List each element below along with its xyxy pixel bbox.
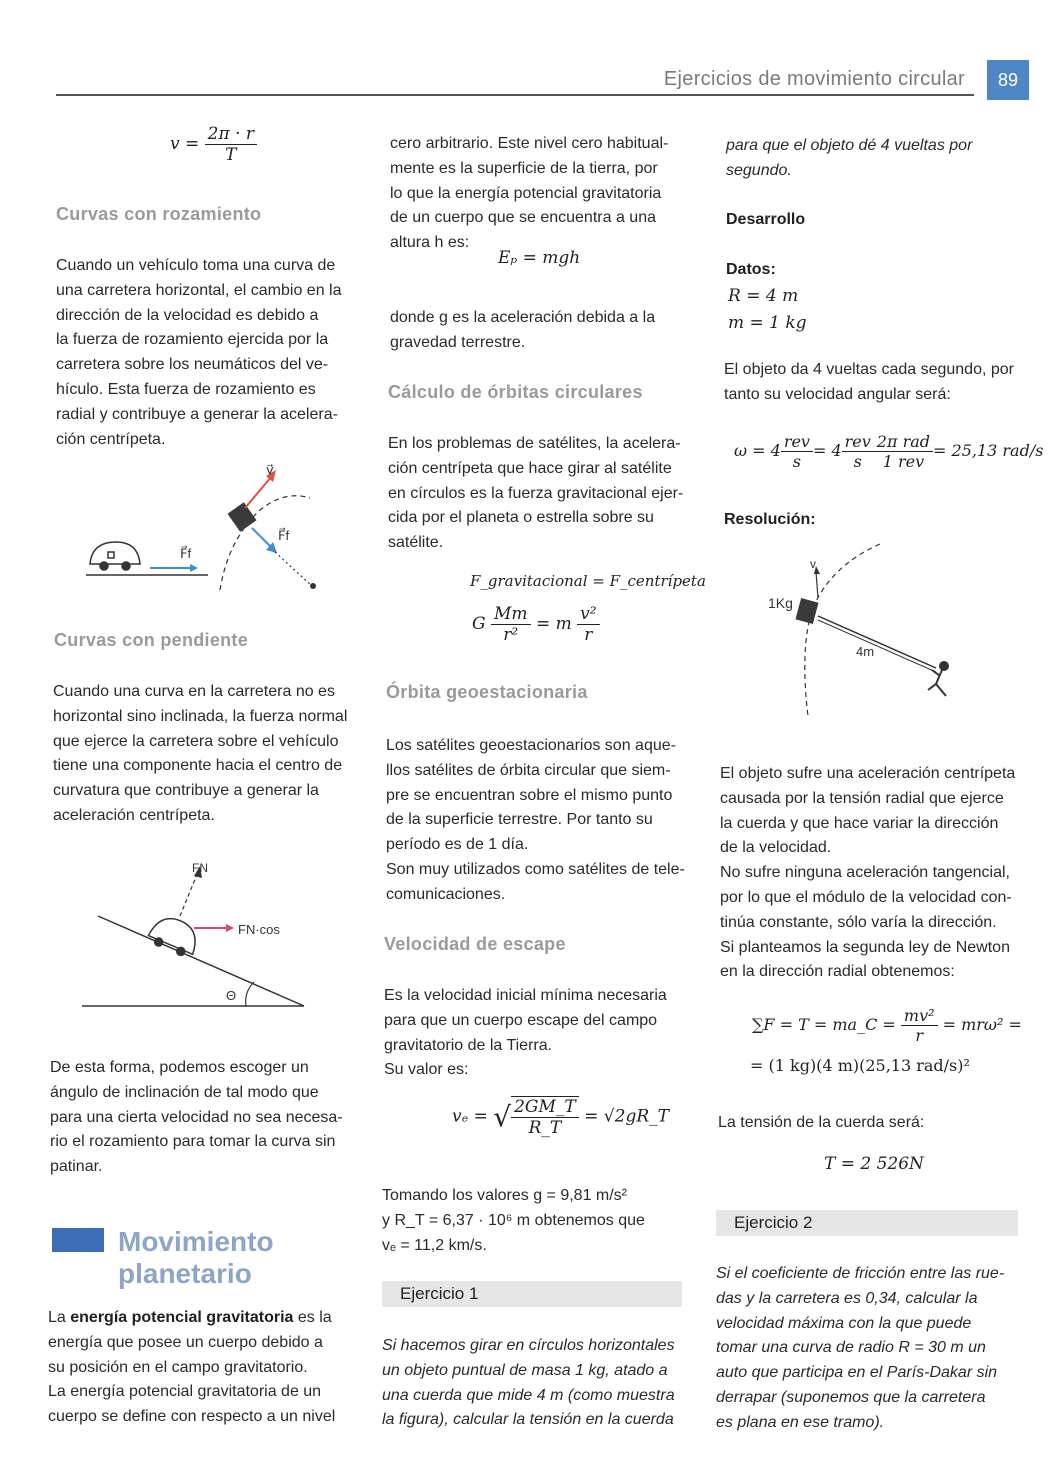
- paragraph-objeto: El objeto sufre una aceleración centrípeta causada por la tensión radial que ejerce la cuerda y que hace variar la dirección de la velocidad. No sufre ninguna aceleración tangencial, por lo que el módulo de la velocidad con- tinúa constante, sólo varía la dirección. Si planteamos la segunda ley de Newton en la dirección radial obtenemos:: [720, 765, 1016, 981]
- mass-block: [795, 598, 818, 624]
- formula-f-equality: F_gravitacional = F_centrípeta: [470, 572, 706, 590]
- car-icon: [146, 912, 203, 960]
- section-calculo-orbitas: Cálculo de órbitas circulares: [388, 382, 643, 402]
- section-velocidad-escape: Velocidad de escape: [384, 934, 566, 954]
- car-icon: [90, 542, 140, 570]
- mass-block: [227, 502, 256, 531]
- label-theta: Θ: [226, 988, 237, 1003]
- label-ff-left: F⃗f: [180, 546, 192, 561]
- paragraph-energia: La energía potencial gravitatoria es la energía que posee un cuerpo debido a su posición en el campo gravitatorio. La energía potencial gravitatoria de un cuerpo se define con respecto a un nivel: [48, 1309, 336, 1426]
- paragraph-cero: cero arbitrario. Este nivel cero habitual- mente es la superficie de la tierra, por lo que la energía potencial gravitatoria de un cuerpo que se encuentra a una altura h es:: [390, 135, 669, 252]
- page-number: 89: [987, 60, 1029, 100]
- formula-escape-velocity: vₑ = √ $\frac{2GM\_T}{R\_T}$ = √2gR_T: [452, 1097, 669, 1138]
- label-mass: 1Kg: [768, 595, 793, 611]
- paragraph-geoestacionaria: Los satélites geoestacionarios son aque- llos satélites de órbita circular que siem- pre se encuentran sobre el mismo punto de la superficie terrestre. Por tanto su período es de 1 día. Son muy utilizados como satélites de tele- comunicaciones.: [386, 737, 685, 903]
- formula-ep: Eₚ = mgh: [498, 248, 581, 268]
- section-marker-block: [52, 1228, 104, 1252]
- paragraph-forma: De esta forma, podemos escoger un ángulo de inclinación de tal modo que para una cierta velocidad no sea necesa- rio el rozamiento para tomar la curva sin patinar.: [50, 1059, 343, 1176]
- exercise-2-header: Ejercicio 2: [716, 1210, 1018, 1236]
- label-v: v⃗: [266, 462, 274, 477]
- person-icon: [928, 662, 948, 696]
- exercise-1-continuation: para que el objeto dé 4 vueltas por segundo.: [726, 137, 973, 179]
- paragraph-escape: Es la velocidad inicial mínima necesaria para que un cuerpo escape del campo gravitatorio de la Tierra. Su valor es:: [384, 987, 667, 1079]
- heading-datos: Datos:: [726, 261, 776, 278]
- formula-gravitation: G $\frac{Mm}{\text{r²}}$ = m $\frac{\text{v²}}{r}$: [472, 604, 600, 645]
- running-header: Ejercicios de movimiento circular: [663, 68, 965, 90]
- label-length: 4m: [856, 644, 875, 659]
- velocity-vector: [245, 476, 272, 508]
- section-orbita-geoestacionaria: Órbita geoestacionaria: [386, 682, 588, 702]
- section-curvas-rozamiento: Curvas con rozamiento: [56, 204, 262, 224]
- paragraph-satelites: En los problemas de satélites, la acelera- ción centrípeta que hace girar al satélite en círculos es la fuerza gravitacional ejer- cida por el planeta o estrella sobre su satélite.: [388, 435, 684, 552]
- label-fn: FN: [192, 861, 208, 875]
- label-ff-right: F⃗f: [278, 528, 290, 543]
- label-fncos: FN·cos: [238, 922, 280, 937]
- exercise-2-text: Si el coeficiente de fricción entre las rue- das y la carretera es 0,34, calcular la velocidad máxima con la que puede tomar una curva de radio R = 30 m un auto que participa en el París-Dakar sin derrapar (suponemos que la carretera es plana en ese tramo).: [716, 1265, 1005, 1431]
- paragraph-pendiente: Cuando una curva en la carretera no es horizontal sino inclinada, la fuerza normal que ejerce la carretera sobre el vehículo tiene una componente hacia el centro de curvatura que contribuye a generar la aceleración centrípeta.: [53, 683, 348, 824]
- formula-newton: ∑F = T = ma_C = $\frac{\text{mv²}}{r}$ = mrω² =: [752, 1006, 1022, 1045]
- header-rule: [56, 94, 974, 96]
- dato-masa: m = 1 kg: [728, 313, 807, 333]
- exercise-1-header: Ejercicio 1: [382, 1281, 682, 1307]
- heading-desarrollo: Desarrollo: [726, 211, 806, 228]
- formula-newton-values: = (1 kg)(4 m)(25,13 rad/s)²: [750, 1056, 970, 1075]
- paragraph-tension: La tensión de la cuerda será:: [718, 1114, 925, 1131]
- paragraph-rozamiento: Cuando un vehículo toma una curva de una carretera horizontal, el cambio en la dirección de la velocidad es debido a la fuerza de rozamiento ejercida por la carretera sobre los neumáticos del ve- hículo. Esta fuerza de rozamiento es radial y contribuye a generar la acelera- ción centrípeta.: [56, 257, 342, 448]
- figure-curve-friction: [80, 460, 340, 600]
- paragraph-donde: donde g es la aceleración debida a la gravedad terrestre.: [390, 309, 656, 351]
- formula-omega: ω = 4 $\frac{\text{rev}}{s}$ = 4 $\frac{\text{rev}}{s}$ $\frac{\text{2π rad}}{\text{1 rev}}$ = 25,13 rad/s: [734, 432, 1044, 471]
- label-v: v: [810, 557, 816, 571]
- paragraph-tomando: Tomando los valores g = 9,81 m/s² y R_T = 6,37 · 10⁶ m obtenemos que vₑ = 11,2 km/s.: [382, 1187, 645, 1254]
- section-curvas-pendiente: Curvas con pendiente: [54, 630, 249, 650]
- term-energia-potencial: energía potencial gravitatoria: [70, 1309, 294, 1326]
- friction-vector-right: [252, 528, 272, 548]
- exercise-1-text: Si hacemos girar en círculos horizontales un objeto puntual de masa 1 kg, atado a una cuerda que mide 4 m (como muestra la figura), calcular la tensión en la cuerda: [382, 1337, 675, 1429]
- formula-velocity: v = $\frac{2\pi \cdot r}{T}$: [170, 124, 257, 165]
- formula-tension: T = 2 526N: [824, 1154, 924, 1174]
- figure-rotating-mass: [760, 540, 960, 720]
- heading-resolucion: Resolución:: [724, 511, 816, 528]
- heading-movimiento-planetario: Movimiento planetario: [118, 1226, 274, 1289]
- curve-center-point: [310, 583, 316, 589]
- figure-banked-curve: [76, 850, 316, 1010]
- dato-radio: R = 4 m: [728, 286, 799, 306]
- paragraph-vueltas: El objeto da 4 vueltas cada segundo, por tanto su velocidad angular será:: [724, 361, 1014, 403]
